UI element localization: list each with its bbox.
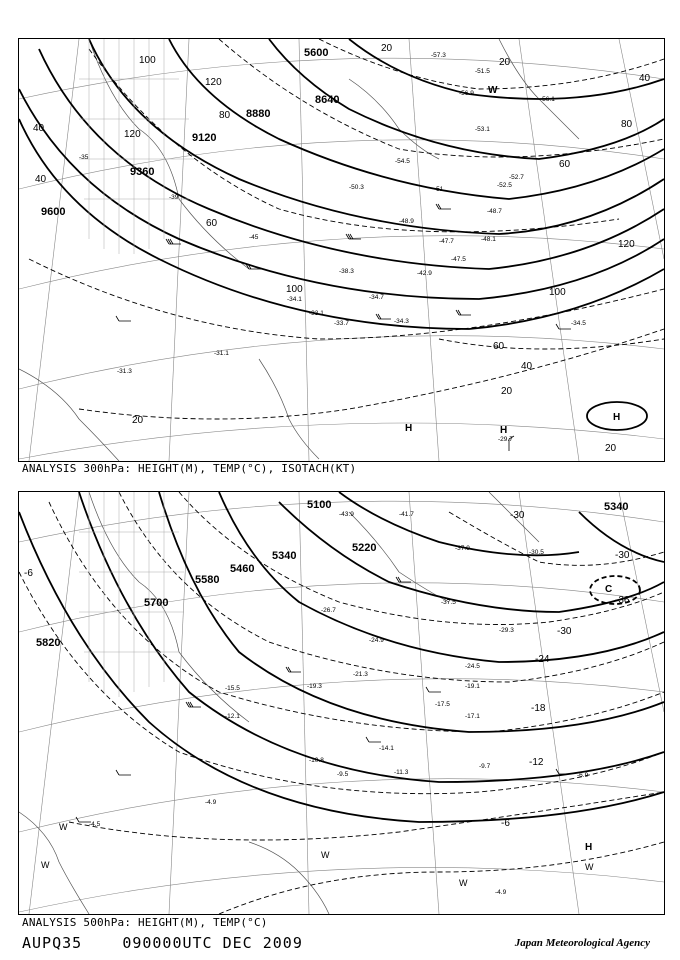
isotach-label: 120 xyxy=(618,239,635,250)
height-label: 5340 xyxy=(272,550,297,562)
temp-value: -51.5 xyxy=(475,68,490,75)
height-label: 5460 xyxy=(230,563,255,575)
isotach-label: 80 xyxy=(621,119,633,130)
isotach-label: 100 xyxy=(286,284,303,295)
isotach-label: 40 xyxy=(639,73,651,84)
temp-value: -34.1 xyxy=(287,296,302,303)
temp-value: -34.3 xyxy=(394,318,409,325)
agency-name: Japan Meteorological Agency xyxy=(514,937,650,949)
temp-value: -29.3 xyxy=(499,627,514,634)
temp-value: -37.5 xyxy=(441,599,456,606)
temp-value: -56.1 xyxy=(540,96,555,103)
height-label: 5340 xyxy=(604,501,629,513)
temp-value: -26.7 xyxy=(321,607,336,614)
cold-center: C xyxy=(605,584,613,595)
temp-value: -38.3 xyxy=(339,268,354,275)
isotach-label: 80 xyxy=(219,110,231,121)
isotach-label: 60 xyxy=(493,341,505,352)
temp-value: -37.9 xyxy=(455,545,470,552)
hatch-region xyxy=(79,39,194,254)
temp-value: -34.5 xyxy=(571,320,586,327)
temp-value: -41.7 xyxy=(399,511,414,518)
isotach-label: 60 xyxy=(559,159,571,170)
isotach-label: 100 xyxy=(139,55,156,66)
temp-value: -19.1 xyxy=(465,683,480,690)
isotherm-label: -36 xyxy=(615,595,630,606)
temp-value: -51 xyxy=(434,186,444,193)
temp-value: -17.5 xyxy=(435,701,450,708)
isotherm-label: -6 xyxy=(24,568,33,579)
valid-time: 090000UTC DEC 2009 xyxy=(122,934,303,952)
temp-value: -6.9 xyxy=(577,772,589,779)
height-label: 8880 xyxy=(246,108,271,120)
isotach-label: 40 xyxy=(33,123,45,134)
temp-value: -48.7 xyxy=(487,208,502,215)
wind-marker: W xyxy=(41,860,50,870)
isotherm-label: -30 xyxy=(557,626,572,637)
map-300hpa-caption: ANALYSIS 300hPa: HEIGHT(M), TEMP(°C), ISOTACH(KT) xyxy=(22,462,357,475)
temp-value: -4.9 xyxy=(205,799,217,806)
high-pressure-center: H xyxy=(500,425,508,436)
wind-marker: W xyxy=(488,85,498,96)
isotach-label: 20 xyxy=(501,386,513,397)
temp-value: -9.7 xyxy=(479,763,491,770)
high-pressure-center: H xyxy=(585,842,593,853)
temp-value: -34.7 xyxy=(369,294,384,301)
temp-value: -14.1 xyxy=(379,745,394,752)
high-pressure-center: H xyxy=(405,423,413,434)
temp-value: -48.1 xyxy=(481,236,496,243)
isotherm-label: -24 xyxy=(535,654,550,665)
temp-value: -31.3 xyxy=(117,368,132,375)
temp-value: -21.3 xyxy=(353,671,368,678)
temp-value: -35 xyxy=(79,154,89,161)
height-label: 8640 xyxy=(315,94,340,106)
height-label: 5580 xyxy=(195,574,220,586)
map-500hpa-chart xyxy=(19,492,664,914)
graticule xyxy=(19,492,664,914)
temp-value: -43.9 xyxy=(339,511,354,518)
temp-value: -54.5 xyxy=(395,158,410,165)
map-300hpa-chart xyxy=(19,39,664,461)
height-label: 5220 xyxy=(352,542,377,554)
height-label: 5820 xyxy=(36,637,61,649)
temp-value: -19.3 xyxy=(307,683,322,690)
temp-value: -9.5 xyxy=(337,771,349,778)
isotherm-label: -30 xyxy=(615,550,630,561)
isotach-label: 120 xyxy=(124,129,141,140)
isotach-label: 120 xyxy=(205,77,222,88)
map-500hpa-caption: ANALYSIS 500hPa: HEIGHT(M), TEMP(°C) xyxy=(22,916,268,929)
temp-value: -11.3 xyxy=(394,769,409,776)
temp-value: -42.9 xyxy=(417,270,432,277)
temp-value: -24.5 xyxy=(465,663,480,670)
height-label: 5600 xyxy=(304,47,329,59)
temp-value: -29.7 xyxy=(498,436,513,443)
isotherm-label: -12 xyxy=(529,757,544,768)
temp-value: -15.5 xyxy=(225,685,240,692)
temp-value: -50.3 xyxy=(349,184,364,191)
temp-value: -39 xyxy=(169,194,179,201)
graticule xyxy=(19,39,664,461)
height-label: 9120 xyxy=(192,132,217,144)
temp-value: -57.3 xyxy=(431,52,446,59)
temp-value: -45 xyxy=(249,234,259,241)
wind-marker: W xyxy=(59,822,68,832)
wind-marker: W xyxy=(459,878,468,888)
temp-value: -12.1 xyxy=(225,713,240,720)
temp-value: -56.9 xyxy=(459,90,474,97)
temp-value: -48.9 xyxy=(399,218,414,225)
height-label: 5100 xyxy=(307,499,332,511)
temp-value: -24.9 xyxy=(369,637,384,644)
temp-value: -4.5 xyxy=(89,821,101,828)
isotach-label: 20 xyxy=(605,443,617,454)
temp-value: -33.1 xyxy=(309,310,324,317)
product-id: AUPQ35 xyxy=(22,934,83,952)
temp-value: -17.1 xyxy=(465,713,480,720)
height-label: 9600 xyxy=(41,206,66,218)
temp-value: -47.7 xyxy=(439,238,454,245)
isotach-label: 60 xyxy=(206,218,218,229)
height-label: 9360 xyxy=(130,166,155,178)
isotherm-label: -30 xyxy=(510,510,525,521)
coastlines xyxy=(19,39,579,461)
isotach-label: 100 xyxy=(549,287,566,298)
isotherm-label: -18 xyxy=(531,703,546,714)
temp-value: -31.1 xyxy=(214,350,229,357)
temp-value: -47.5 xyxy=(451,256,466,263)
isotach-label: 40 xyxy=(35,174,47,185)
temp-value: -53.1 xyxy=(475,126,490,133)
isotach-label: 20 xyxy=(499,57,511,68)
isotherm-label: -6 xyxy=(501,818,510,829)
wind-marker: W xyxy=(585,862,594,872)
high-pressure-center: H xyxy=(613,412,621,423)
isotach-label: 20 xyxy=(132,415,144,426)
temp-value: -52.7 xyxy=(509,174,524,181)
wind-marker: W xyxy=(321,850,330,860)
isotach-label: 40 xyxy=(521,361,533,372)
temp-value: -10.8 xyxy=(309,757,324,764)
temp-value: -30.5 xyxy=(529,549,544,556)
temp-value: -33.7 xyxy=(334,320,349,327)
isotherms xyxy=(19,492,664,914)
temp-value: -4.9 xyxy=(495,889,507,896)
temp-value: -52.5 xyxy=(497,182,512,189)
isotach-label: 20 xyxy=(381,43,393,54)
map-300hpa-panel xyxy=(18,38,665,462)
map-500hpa-panel xyxy=(18,491,665,915)
product-footer xyxy=(22,934,303,952)
height-label: 5700 xyxy=(144,597,169,609)
